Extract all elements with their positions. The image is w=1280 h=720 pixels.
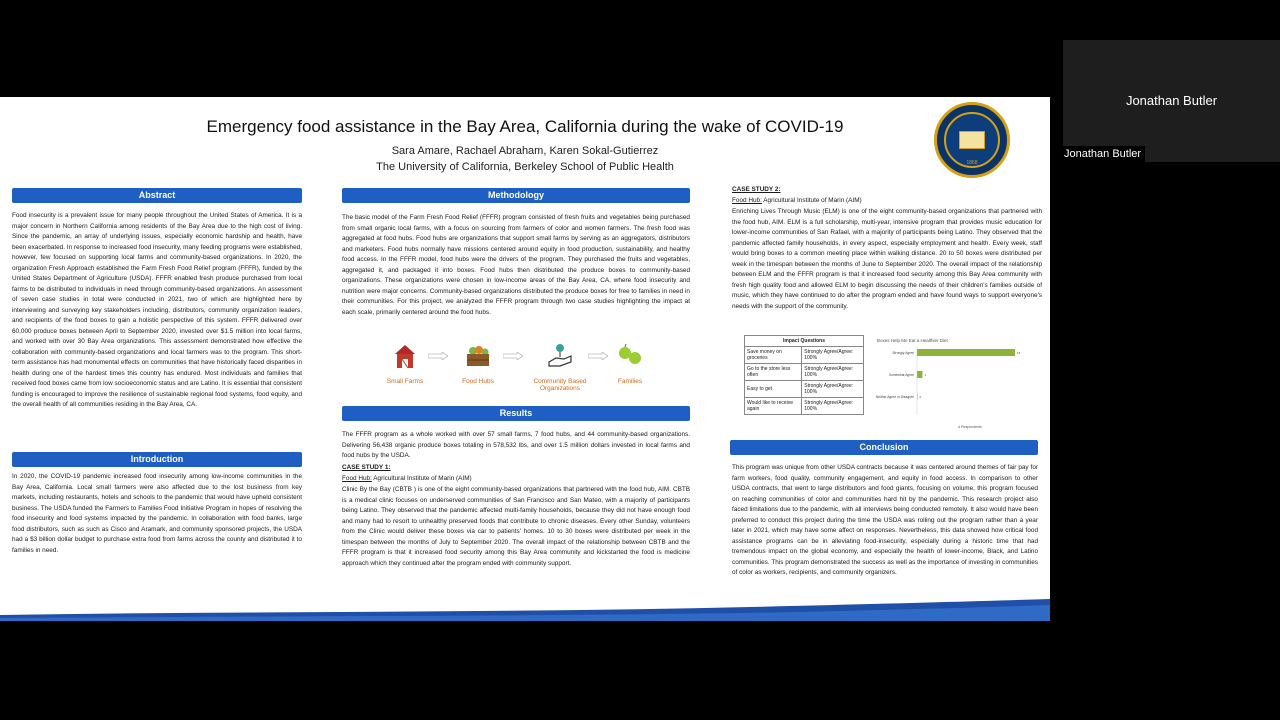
chart-bar: [917, 349, 1015, 356]
table-cell: Save money on groceries: [745, 347, 802, 364]
table-row: [745, 398, 864, 415]
poster-title: Emergency food assistance in the Bay Area, California during the wake of COVID-19: [206, 117, 844, 136]
participant-video-tile[interactable]: [1063, 40, 1280, 162]
case-study-1-text: Clinic By the Bay (CBTB ) is one of the eight community-based organizations that partnered with the food hub, AIM. CBTB is a medical clinic focuses on underserved communities of San Francisco and San Mateo, with a majority of participants being Latino. They observed that the pandemic affected multi-family households, because they did not have enough food and many had to resort to unhealthy preserved foods that contribute to chronic diseases. Every other Sunday, volunteers from the Clinic would deliver these boxes via car to patients' homes. 10 to 30 boxes were distributed per week in the timespan between the months of July to September 2020. The overall impact of the relationship between CBTB and the FFFR program is that it increased food security among this Bay Area community and kickstarted the food is medicine approach which they continued after the program ended with community support.: [342, 486, 690, 567]
case-study-1-label: [342, 463, 690, 474]
poster-authors: Sara Amare, Rachael Abraham, Karen Sokal-Gutierrez: [391, 145, 659, 157]
chart-data-label: 0: [919, 395, 922, 399]
chart-category-label: Somewhat Agree: [888, 373, 914, 377]
participant-name-tag: Jonathan Butler: [1060, 146, 1145, 162]
table-cell: Would like to receive again: [745, 398, 802, 415]
poster-affiliation: The University of California, Berkeley School of Public Health: [376, 161, 674, 173]
flow-item-families: [600, 342, 660, 385]
abstract-header: Abstract: [12, 188, 302, 203]
table-cell: Easy to get: [745, 381, 802, 398]
food-hub-name: Agricultural Institute of Marin (AIM): [763, 197, 862, 204]
chart-x-axis-label: # Respondents: [958, 425, 982, 429]
table-cell: Go to the store less often: [745, 364, 802, 381]
flow-label: Community Based Organizations: [533, 378, 587, 392]
chart-data-label: 1: [924, 373, 927, 377]
chart-category-label: Neither Agree or Disagree: [875, 395, 914, 399]
barn-icon: [391, 342, 419, 370]
arrow-right-icon: [503, 352, 523, 360]
program-flow-diagram: [380, 342, 650, 392]
food-hub-label: Food Hub:: [732, 197, 762, 204]
conclusion-header: Conclusion: [730, 440, 1038, 455]
seal-year: 1868: [966, 160, 978, 166]
impact-questions-table: [744, 335, 864, 415]
case-study-2-hub: [732, 196, 1042, 207]
arrow-right-icon: [428, 352, 448, 360]
food-hub-name: Agricultural Institute of Marin (AIM): [373, 475, 472, 482]
table-cell: Strongly Agree/Agree: 100%: [802, 381, 864, 398]
methodology-header: Methodology: [342, 188, 690, 203]
table-header-row: [745, 336, 864, 347]
fruit-icon: [616, 342, 644, 370]
table-row: [745, 347, 864, 364]
conclusion-text: This program was unique from other USDA contracts because it was centered around themes of fair pay for farm workers, food quality, community engagement, and equity in food access. In comparison to other USDA contracts, that went to large distributors and food giants, focusing on volume, this program focused on reaching communities of color and communities hard hit by the pandemic. This research project also faced limitations due to the pandemic, with all interviews being conducted remotely. It also would have been preferred to conduct this project during the time the USDA was rolling out the program rather than a year later in 2021, which may have some affect on responses. Nevertheless, this data showed how critical food assistance programs can be in alleviating food-insecurity, especially during a historic time that had tremendous impact on the global economy, and especially the health of lower-income, Black, and Latino communities. This program demonstrated the success as well as the importance of investing in communities of color as workers, recipients, and community organizers.: [732, 464, 1038, 576]
introduction-header: Introduction: [12, 452, 302, 467]
chart-title: Boxes Help Me Eat a Healthier Diet: [877, 338, 948, 343]
healthier-diet-bar-chart: [875, 335, 1035, 430]
flow-item-small-farms: [375, 342, 435, 385]
chart-bar: [917, 371, 922, 378]
flow-label: Small Farms: [386, 378, 424, 385]
case-study-2-label: [732, 185, 1042, 196]
participant-display-name: Jonathan Butler: [1125, 93, 1218, 108]
case-study-2-text: Enriching Lives Through Music (ELM) is one of the eight community-based organizations that partnered with the food hub, AIM. ELM is a full scholarship, multi-year, intensive program that provides music education for lower-income communities of San Rafael, with a majority of participants being Latino. They observed that the pandemic affected family households, in every aspect, especially employment and health. Every week, staff would bring boxes to a common meeting place within walking distance. 20 to 50 boxes were distributed per week in the timespan between the months of June to September 2020. The overall impact of the relationship between ELM and the FFFR program is that it increased food security among this Bay Area community with fresh high quality food and allowed ELM to begin discussing the needs of their children's families outside of music, which they have continued to do after the program ended and have found ways to support everyone's needs with the support of the community.: [732, 208, 1042, 310]
book-icon: [959, 131, 985, 149]
chart-data-label: 18: [1017, 351, 1021, 355]
case-study-2-heading: CASE STUDY 2:: [732, 186, 781, 193]
shared-poster: [0, 97, 1050, 621]
table-cell: Strongly Agree/Agree: 100%: [802, 364, 864, 381]
flow-item-food-hubs: [448, 342, 508, 385]
abstract-text: Food insecurity is a prevalent issue for many people throughout the United States of America. It is a major concern in Northern California among residents of the Bay Area due to the high cost of living. Since the pandemic, an array of underlying issues, especially economic hardship and health, have been exacerbated. In response to increased food insecurity, many feeding programs were established, however, few focused on supporting local farms and community-based organizations. In 2020, the organization Fresh Approach established the Farm Fresh Food Relief program (FFFR), funded by the United States Department of Agriculture (USDA). FFFR enabled fresh produce purchased from local farms to be distributed to individuals in need through community-based organizations. An assessment of seven case studies in total were conducted in 2021, two of which are highlighted here by interviewing and surveying key stakeholders including, distributors, community organization leaders, and recipients of the food boxes to gain a holistic perspective of this system. FFFR delivered over 60,000 produce boxes between April to September 2020, invested over $1.5 million into local farms, and worked with over 30 Bay Area organizations. This assessment demonstrated how effective the collaboration with community-based organizations and local farmers was to the program. This short-term assistance has had monumental effects on communities that have historically faced disparities in health during one of the hardest times this country has endured. Most individuals and families that received food boxes came from low socioeconomic status and are Latino. It is essential that consistent funding is encouraged to improve the resilience of sustainable regional food systems, food equity, and the overall health of all communities residing in the Bay Area, CA.: [12, 212, 302, 408]
flow-label: Families: [617, 378, 643, 385]
hand-giving-icon: [546, 342, 574, 370]
case-study-1-heading: CASE STUDY 1:: [342, 464, 391, 471]
table-cell: Strongly Agree/Agree: 100%: [802, 398, 864, 415]
table-cell: Strongly Agree/Agree: 100%: [802, 347, 864, 364]
introduction-text: In 2020, the COVID-19 pandemic increased food insecurity among low-income communities in the Bay Area, California. Local small farmers were also affected due to the lost business from key markets, including restaurants, hotels and schools to the pandemic that would have upheld consistent business. The USDA funded the Farmers to Families Food Initiative Program in hopes of resolving the food insecurity and food systems impacted by the pandemic. In collaboration with food banks, large food distributors, such as such as Cisco and Aramark, and community sponsored projects, the USDA had a $3 billion dollar budget to purchase extra food from farms across the county and distributed it to families in need.: [12, 473, 302, 554]
footer-wave-decoration: [0, 599, 1050, 621]
table-row: [745, 381, 864, 398]
flow-label: Food Hubs: [462, 378, 494, 385]
methodology-text: The basic model of the Farm Fresh Food Relief (FFFR) program consisted of fresh fruits and vegetables being purchased from small organic local farms, with a focus on sourcing from farmers of color and women farmers. The fresh food was aggregated at food hubs. Food hubs are organizations that support small farms by serving as an aggregators, distributors and marketers. Food hubs normally have missions centered around equity in food production, sustainability, and healthy food access. In the FFFR model, food hubs were the drivers of the program. They purchased the fruits and vegetables, aggregated it, and packaged it into boxes. Food hubs then distributed the produce boxes to community-based organizations. These organizations were chosen in low-income areas of the Bay Area, CA, where food insecurity and nutrition were major concerns. Community-based organizations distributed the produce boxes for free to families in need in their communities. For this project, we analyzed the FFFR program through two case studies highlighting the impact at each scale, primarily centered around the food hubs.: [342, 214, 690, 316]
table-header: Impact Questions: [745, 336, 864, 347]
uc-seal-logo: [934, 102, 1010, 178]
flow-item-community-organizations: [525, 342, 595, 392]
table-row: [745, 364, 864, 381]
results-header: Results: [342, 406, 690, 421]
food-hub-label: Food Hub:: [342, 475, 372, 482]
produce-crate-icon: [464, 342, 492, 370]
case-study-1-hub: [342, 474, 690, 485]
chart-category-label: Strongly Agree: [892, 351, 914, 355]
results-text: The FFFR program as a whole worked with over 57 small farms, 7 food hubs, and 44 community-based organizations. Delivering 56,438 organic produce boxes totaling in 578,532 lbs, and over 1.5 million dollars invested in local farms and food hubs by the USDA.: [342, 431, 690, 459]
